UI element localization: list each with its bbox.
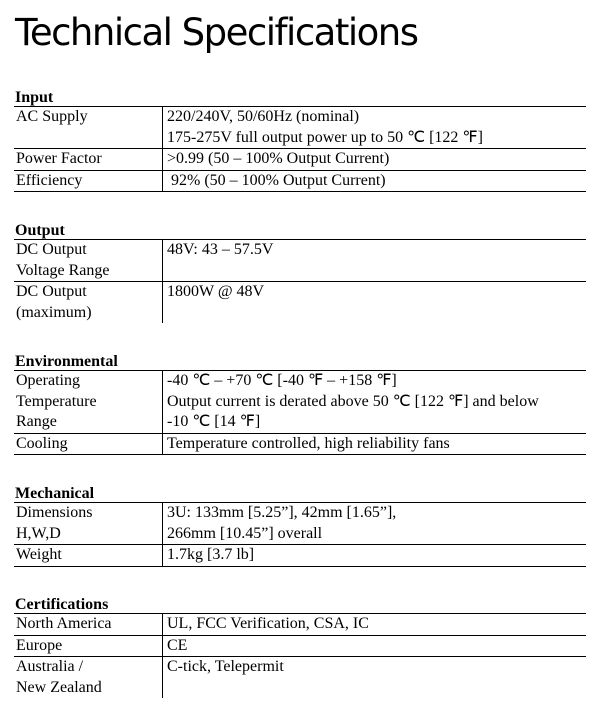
spec-row-australia-nz <box>14 657 586 698</box>
spec-row-efficiency <box>14 171 586 193</box>
spec-value-line: 48V: 43 – 57.5V <box>167 241 274 258</box>
spec-row-weight <box>14 545 586 567</box>
spec-value <box>163 107 586 148</box>
spec-label <box>14 657 163 698</box>
spec-label-line: Australia / <box>16 658 84 675</box>
spec-value-line: >0.99 (50 – 100% Output Current) <box>167 150 390 167</box>
spec-row-europe <box>14 636 586 658</box>
spec-value-line: 220/240V, 50/60Hz (nominal) <box>167 108 360 125</box>
spec-value <box>163 434 586 455</box>
spec-label <box>14 240 163 281</box>
section-input <box>14 89 586 192</box>
section-output <box>14 222 586 323</box>
spec-label-line: H,W,D <box>16 524 61 542</box>
spec-label-line: Voltage Range <box>16 261 110 279</box>
spec-value <box>163 614 586 635</box>
spec-value <box>163 240 586 281</box>
spec-label <box>14 371 163 433</box>
spec-label-line: DC Output <box>16 283 87 300</box>
spec-value-line: UL, FCC Verification, CSA, IC <box>167 615 369 632</box>
spec-value <box>163 282 586 323</box>
spec-label-line: Europe <box>16 636 63 654</box>
spec-label-line: Efficiency <box>16 171 83 189</box>
spec-value <box>163 149 586 170</box>
spec-value-line: 266mm [10.45”] overall <box>167 524 323 542</box>
spec-value <box>163 636 586 657</box>
spec-row-dc-output-max <box>14 282 586 323</box>
spec-row-north-america <box>14 614 586 636</box>
spec-label-line: New Zealand <box>16 678 102 696</box>
spec-value-line: Output current is derated above 50 ℃ [122 ℉] and below <box>167 392 539 410</box>
spec-label-line: AC Supply <box>16 108 88 125</box>
section-heading: Mechanical <box>14 485 586 503</box>
section-mechanical <box>14 485 586 567</box>
spec-value-line: 92% (50 – 100% Output Current) <box>171 171 386 189</box>
section-environmental <box>14 353 586 455</box>
spec-label-line: (maximum) <box>16 303 92 321</box>
spec-label-line: Range <box>16 413 57 430</box>
spec-value <box>163 503 586 544</box>
spec-row-cooling <box>14 434 586 456</box>
section-heading: Input <box>14 89 586 107</box>
spec-value-line: -40 ℃ – +70 ℃ [-40 ℉ – +158 ℉] <box>167 372 397 389</box>
page-title: Technical Specifications <box>15 11 418 54</box>
spec-label <box>14 636 163 657</box>
spec-label-line: Weight <box>16 546 62 563</box>
section-heading: Output <box>14 222 586 240</box>
section-certifications <box>14 596 586 698</box>
spec-value-line: C-tick, Telepermit <box>167 658 284 675</box>
spec-label <box>14 149 163 170</box>
spec-row-power-factor <box>14 149 586 171</box>
spec-label <box>14 171 163 192</box>
spec-value-line: 175-275V full output power up to 50 ℃ [122 ℉] <box>167 128 483 146</box>
spec-label-line: North America <box>16 615 112 632</box>
spec-label <box>14 434 163 455</box>
spec-label-line: DC Output <box>16 241 87 258</box>
spec-value-line: 1800W @ 48V <box>167 283 265 300</box>
spec-value <box>163 657 586 698</box>
spec-label-line: Dimensions <box>16 504 93 521</box>
spec-label-line: Cooling <box>16 434 68 452</box>
spec-label <box>14 282 163 323</box>
spec-label <box>14 545 163 566</box>
section-heading: Certifications <box>14 596 586 614</box>
spec-label-line: Operating <box>16 372 80 389</box>
spec-label-line: Temperature <box>16 392 97 410</box>
spec-label <box>14 107 163 148</box>
spec-value-line: 1.7kg [3.7 lb] <box>167 546 255 563</box>
spec-label-line: Power Factor <box>16 150 102 167</box>
spec-label <box>14 614 163 635</box>
spec-row-dc-output-voltage <box>14 240 586 282</box>
section-heading: Environmental <box>14 353 586 371</box>
spec-value <box>163 371 586 433</box>
spec-value-line: CE <box>167 636 188 654</box>
spec-row-ac-supply <box>14 107 586 149</box>
spec-value-line: -10 ℃ [14 ℉] <box>167 413 261 430</box>
spec-value <box>163 545 586 566</box>
spec-row-operating-temperature <box>14 371 586 434</box>
spec-value <box>163 171 586 192</box>
spec-label <box>14 503 163 544</box>
spec-row-dimensions <box>14 503 586 545</box>
spec-value-line: 3U: 133mm [5.25”], 42mm [1.65”], <box>167 504 397 521</box>
spec-value-line: Temperature controlled, high reliability fans <box>167 434 450 452</box>
